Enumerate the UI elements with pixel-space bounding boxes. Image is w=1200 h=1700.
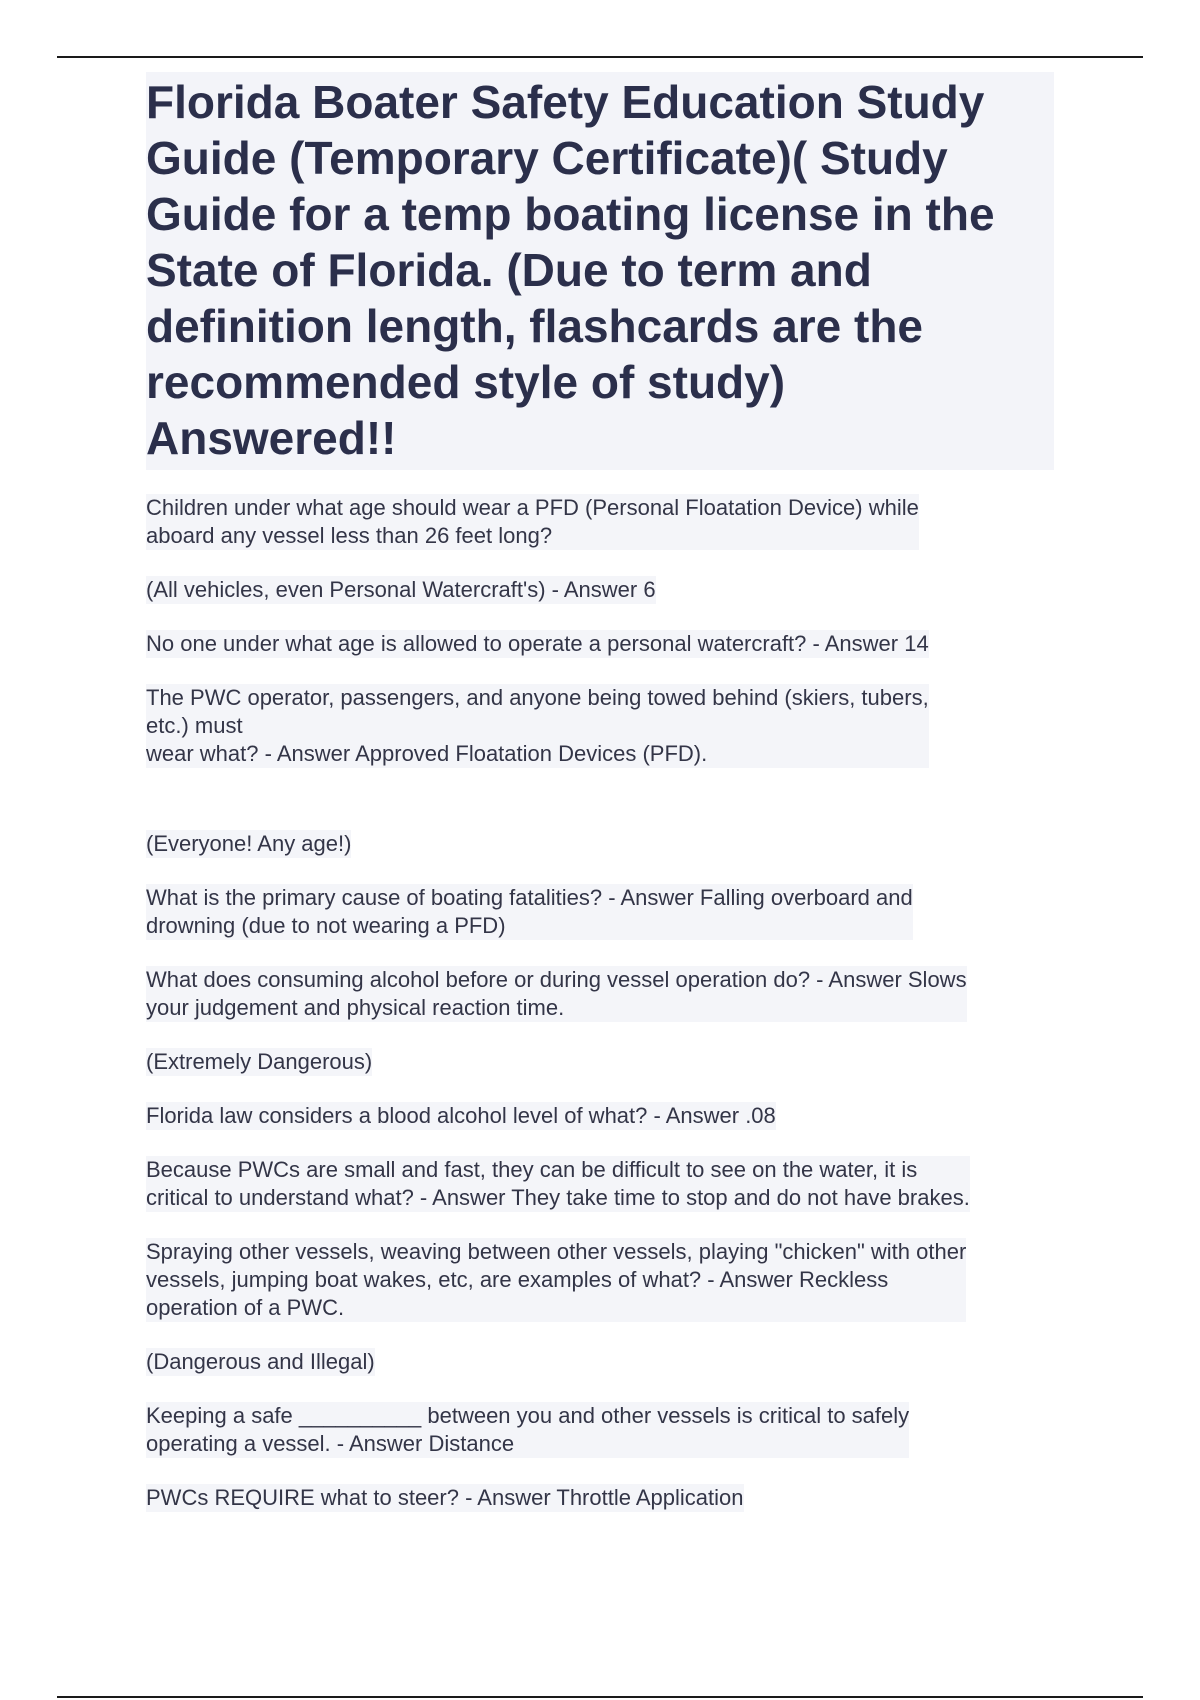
qa-item: Because PWCs are small and fast, they can be difficult to see on the water, it is critical to understand what? - Answer They take time to stop and do not have brakes. [146,1157,970,1210]
qa-item: Keeping a safe __________ between you and other vessels is critical to safely operating a vessel. - Answer Distance [146,1403,910,1456]
qa-item: No one under what age is allowed to operate a personal watercraft? - Answer 14 [146,631,929,656]
qa-item: The PWC operator, passengers, and anyone being towed behind (skiers, tubers, etc.) must wear what? - Answer Approved Floatation Devices (PFD). [146,685,929,766]
title-block [146,72,1054,470]
qa-item: PWCs REQUIRE what to steer? - Answer Throttle Application [146,1485,744,1510]
bottom-rule [57,1696,1143,1698]
qa-item: What is the primary cause of boating fatalities? - Answer Falling overboard and drowning (due to not wearing a PFD) [146,885,913,938]
qa-item: What does consuming alcohol before or during vessel operation do? - Answer Slows your judgement and physical reaction time. [146,967,967,1020]
qa-item: Florida law considers a blood alcohol level of what? - Answer .08 [146,1103,776,1128]
qa-item: Children under what age should wear a PFD (Personal Floatation Device) while aboard any vessel less than 26 feet long? [146,495,919,548]
document-body [146,72,1056,1538]
qa-item: (All vehicles, even Personal Watercraft's) - Answer 6 [146,577,656,602]
qa-list [146,494,1056,1538]
qa-item: Spraying other vessels, weaving between other vessels, playing "chicken" with other vessels, jumping boat wakes, etc, are examples of what? - Answer Reckless operation of a PWC. [146,1239,967,1320]
qa-item: (Extremely Dangerous) [146,1049,373,1074]
document-title: Florida Boater Safety Education Study Guide (Temporary Certificate)( Study Guide for a temp boating license in the State of Florida. (Due to term and definition length, flashcards are the recommended style of study) Answered!! [146,76,995,464]
qa-item: (Everyone! Any age!) [146,831,352,856]
top-rule [57,56,1143,58]
qa-item: (Dangerous and Illegal) [146,1349,375,1374]
